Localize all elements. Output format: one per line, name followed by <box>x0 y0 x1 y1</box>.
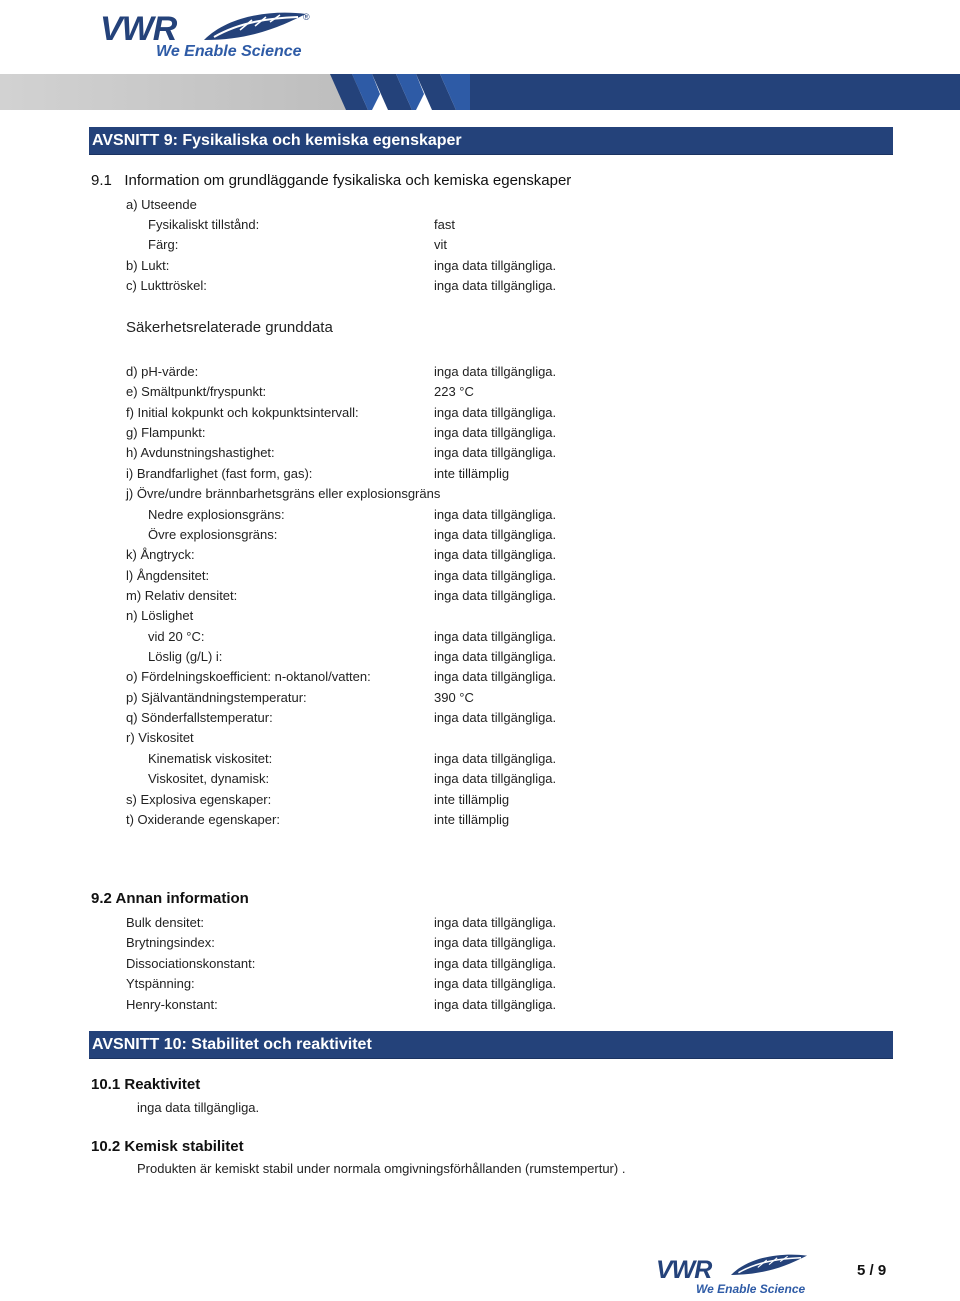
subsection-10-2-heading <box>91 1138 244 1155</box>
property-value: inga data tillgängliga. <box>434 257 557 273</box>
section-10-header: AVSNITT 10: Stabilitet och reaktivitet <box>89 1031 893 1059</box>
subsection-9-2-heading <box>91 890 249 907</box>
property-row <box>0 688 960 708</box>
property-value: inga data tillgängliga. <box>434 278 557 294</box>
property-row <box>0 667 960 687</box>
property-row <box>0 195 960 215</box>
property-label: Löslig (g/L) i: <box>148 649 223 665</box>
property-label: Nedre explosionsgräns: <box>148 506 285 522</box>
property-row <box>0 423 960 443</box>
property-row <box>0 362 960 382</box>
property-label: t) Oxiderande egenskaper: <box>126 811 280 827</box>
property-value: inga data tillgängliga. <box>434 547 557 563</box>
property-value: 390 °C <box>434 689 474 705</box>
property-row <box>0 276 960 296</box>
property-row <box>0 708 960 728</box>
property-label: Bulk densitet: <box>126 915 205 930</box>
subsection-number: 10.1 <box>91 1076 121 1093</box>
property-label: g) Flampunkt: <box>126 425 206 441</box>
page-number: 5 / 9 <box>857 1262 887 1279</box>
property-row <box>0 769 960 789</box>
subsection-number: 10.2 <box>91 1138 121 1155</box>
property-row <box>0 749 960 769</box>
subsection-title: Information om grundläggande fysikaliska och kemiska egenskaper <box>124 172 572 189</box>
property-label: d) pH-värde: <box>126 364 199 379</box>
property-value: inte tillämplig <box>434 791 510 807</box>
property-label: f) Initial kokpunkt och kokpunktsintervall: <box>126 404 359 420</box>
property-value: inga data tillgängliga. <box>434 710 557 726</box>
property-label: Kinematisk viskositet: <box>148 750 273 766</box>
property-label: q) Sönderfallstemperatur: <box>126 710 273 726</box>
property-value: inga data tillgängliga. <box>434 955 557 971</box>
property-row <box>0 464 960 484</box>
property-row <box>0 995 960 1015</box>
header-logo-tagline: We Enable Science <box>156 43 302 60</box>
property-value: inga data tillgängliga. <box>434 567 557 583</box>
footer-logo-tagline: We Enable Science <box>696 1282 806 1296</box>
header-logo-wordmark: VWR <box>100 10 177 48</box>
property-row <box>0 790 960 810</box>
property-value: inga data tillgängliga. <box>434 649 557 665</box>
property-value: inga data tillgängliga. <box>434 425 557 441</box>
subsection-9-1-heading <box>91 172 571 189</box>
property-label: k) Ångtryck: <box>126 547 195 563</box>
property-value: inga data tillgängliga. <box>434 526 557 542</box>
property-label: Ytspänning: <box>126 976 195 992</box>
property-row <box>0 810 960 830</box>
property-label: h) Avdunstningshastighet: <box>126 445 275 461</box>
property-value: inga data tillgängliga. <box>434 628 557 644</box>
property-label: j) Övre/undre brännbarhetsgräns eller explosionsgräns <box>126 486 441 502</box>
property-value: inga data tillgängliga. <box>434 996 557 1012</box>
property-value: inga data tillgängliga. <box>434 935 557 951</box>
property-value: inte tillämplig <box>434 465 510 481</box>
subsection-title: Annan information <box>115 890 249 907</box>
property-label: Viskositet, dynamisk: <box>148 771 270 787</box>
header-band <box>0 74 960 110</box>
property-value: inga data tillgängliga. <box>434 404 557 420</box>
property-label: Dissociationskonstant: <box>126 955 256 971</box>
property-label: s) Explosiva egenskaper: <box>126 791 272 807</box>
property-label: Brytningsindex: <box>126 935 215 951</box>
property-label: a) Utseende <box>126 197 197 212</box>
footer-logo-wordmark: VWR <box>656 1256 712 1284</box>
property-row <box>0 484 960 504</box>
property-row <box>0 505 960 525</box>
property-row <box>0 606 960 626</box>
property-row <box>0 586 960 606</box>
property-row <box>0 913 960 933</box>
property-value: inga data tillgängliga. <box>434 976 557 992</box>
property-row <box>0 566 960 586</box>
property-row <box>0 256 960 276</box>
property-label: m) Relativ densitet: <box>126 587 238 603</box>
safety-data-heading: Säkerhetsrelaterade grunddata <box>126 319 333 336</box>
property-value: inga data tillgängliga. <box>434 915 557 930</box>
property-row <box>0 954 960 974</box>
leaf-icon <box>728 1252 810 1280</box>
property-value: fast <box>434 217 455 232</box>
subsection-title: Reaktivitet <box>124 1076 201 1093</box>
property-label: o) Fördelningskoefficient: n-oktanol/vatten: <box>126 669 371 685</box>
property-row <box>0 235 960 255</box>
property-value: inga data tillgängliga. <box>434 750 557 766</box>
property-row <box>0 545 960 565</box>
registered-mark: ® <box>303 12 310 22</box>
property-label: Övre explosionsgräns: <box>148 526 278 542</box>
property-row <box>0 403 960 423</box>
property-value: inga data tillgängliga. <box>434 669 557 685</box>
property-row <box>0 443 960 463</box>
property-value: 223 °C <box>434 384 474 400</box>
subsection-number: 9.2 <box>91 890 112 907</box>
property-label: b) Lukt: <box>126 257 170 273</box>
property-row <box>0 974 960 994</box>
property-label: l) Ångdensitet: <box>126 567 210 583</box>
subsection-10-1-heading <box>91 1076 200 1093</box>
section-9-header: AVSNITT 9: Fysikaliska och kemiska egenskaper <box>89 127 893 155</box>
property-value: inga data tillgängliga. <box>434 445 557 461</box>
property-label: i) Brandfarlighet (fast form, gas): <box>126 465 313 481</box>
property-row <box>0 382 960 402</box>
property-row <box>0 627 960 647</box>
property-value: inga data tillgängliga. <box>434 587 557 603</box>
property-label: vid 20 °C: <box>148 628 205 644</box>
property-value: vit <box>434 237 447 253</box>
subsection-number: 9.1 <box>91 172 112 189</box>
property-value: inga data tillgängliga. <box>434 771 557 787</box>
subsection-title: Kemisk stabilitet <box>124 1138 244 1155</box>
header-logo <box>100 10 315 62</box>
property-value: inga data tillgängliga. <box>434 364 557 379</box>
property-label: r) Viskositet <box>126 730 194 746</box>
property-value: inga data tillgängliga. <box>434 506 557 522</box>
property-label: n) Löslighet <box>126 608 194 624</box>
property-label: Henry-konstant: <box>126 996 218 1012</box>
property-label: c) Lukttröskel: <box>126 278 207 294</box>
property-value: inte tillämplig <box>434 811 510 827</box>
reactivity-text: inga data tillgängliga. <box>137 1100 260 1115</box>
property-label: p) Självantändningstemperatur: <box>126 689 307 705</box>
property-label: Fysikaliskt tillstånd: <box>148 217 260 232</box>
property-row <box>0 647 960 667</box>
property-row <box>0 215 960 235</box>
stability-text: Produkten är kemiskt stabil under normala omgivningsförhållanden (rumstempertur) . <box>137 1161 626 1176</box>
footer-logo <box>656 1252 816 1296</box>
property-label: Färg: <box>148 237 179 253</box>
property-row <box>0 525 960 545</box>
property-row <box>0 728 960 748</box>
property-row <box>0 933 960 953</box>
leaf-icon <box>200 10 310 46</box>
property-label: e) Smältpunkt/fryspunkt: <box>126 384 267 400</box>
